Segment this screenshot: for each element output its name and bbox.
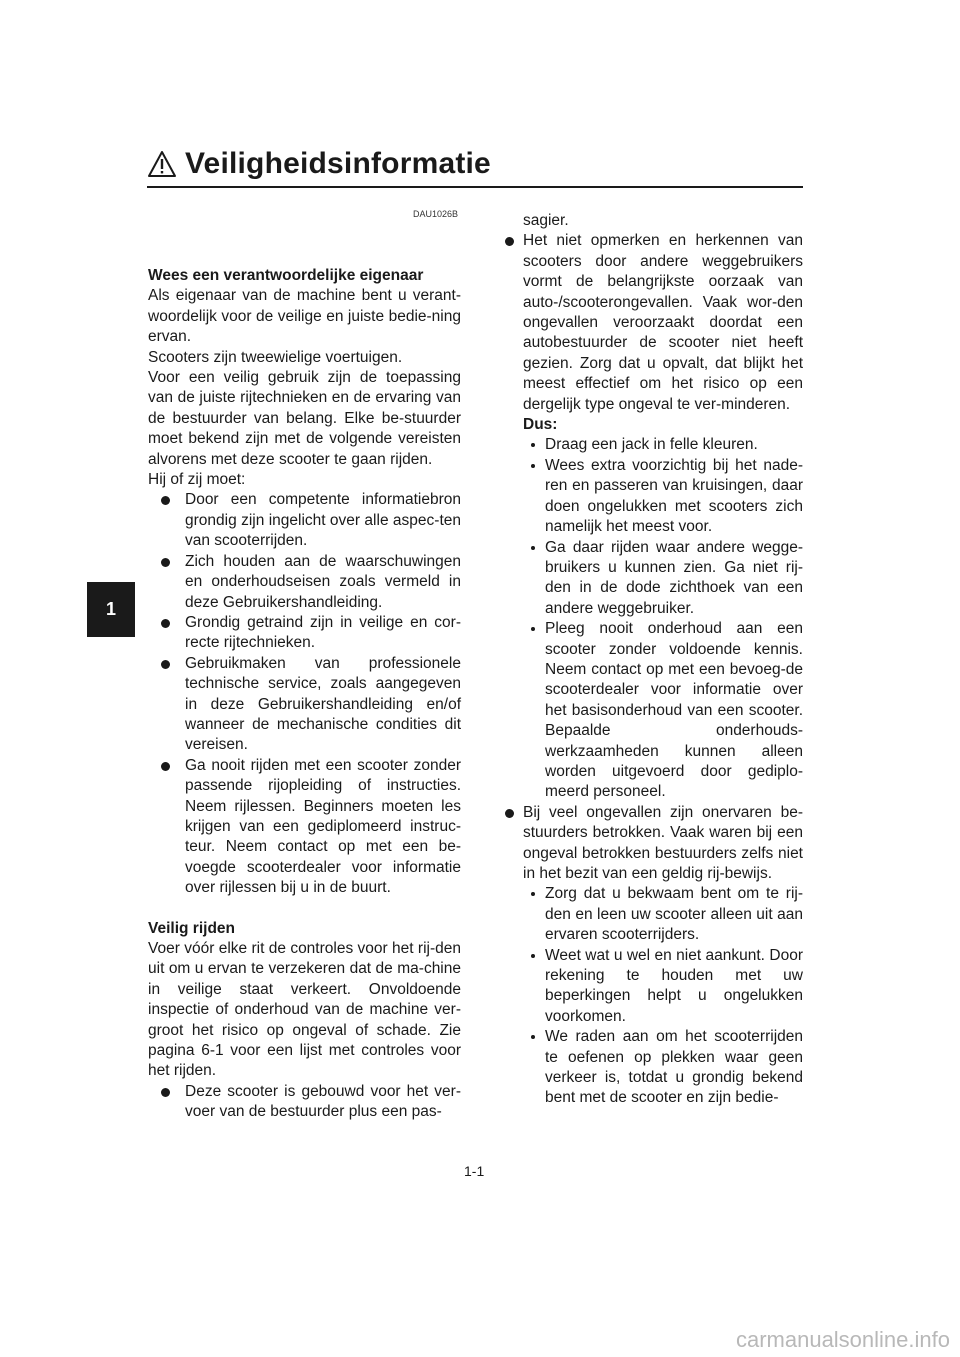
bullet-item: Bij veel ongevallen zijn onervaren be-stuurders betrokken. Vaak waren bij een ongeval betrokken bestuurders zelfs niet in het bezit van een geldig rij-bewijs. — [505, 803, 803, 885]
continued-text: sagier. — [523, 212, 569, 229]
right-column — [505, 211, 803, 1109]
dus-label: Dus: — [523, 416, 558, 434]
sub-bullet-item: Zorg dat u bekwaam bent om te rij-den en leen uw scooter alleen uit aan ervaren scooterrijders. — [505, 884, 803, 945]
paragraph: Hij of zij moet: — [148, 471, 246, 489]
bullet-item: Door een competente informatiebron grondig zijn ingelicht over alle aspec-ten van scooterrijden. — [148, 490, 461, 551]
spacer — [148, 899, 461, 919]
left-column — [148, 266, 461, 1123]
bullet-item: Gebruikmaken van professionele technische service, zoals aangegeven in deze Gebruikershandleiding en/of wanneer de mechanische condities dit vereisen. — [148, 654, 461, 756]
warning-triangle-icon — [147, 150, 177, 178]
paragraph: Voor een veilig gebruik zijn de toepassing van de juiste rijtechnieken en de ervaring van de bestuurder van belang. Elke be-stuurder moet bekend zijn met de volgende vereisten alvorens met deze scooter te gaan rijden. — [148, 369, 461, 468]
bullet-item: Grondig getraind zijn in veilige en cor-recte rijtechnieken. — [148, 613, 461, 654]
bullet-item: Zich houden aan de waarschuwingen en onderhoudseisen zoals vermeld in deze Gebruikershandleiding. — [148, 552, 461, 613]
paragraph: Voer vóór elke rit de controles voor het rij-den uit om u ervan te verzekeren dat de ma-chine in veilige staat verkeert. Onvoldoende inspectie of onderhoud van de machine ver-groot het risico op ongeval of schade. Zie pagina 6-1 voor een lijst met controles voor het rijden. — [148, 940, 461, 1080]
doc-code: DAU1026B — [413, 209, 459, 219]
sub-bullet-item: We raden aan om het scooterrijden te oefenen op plekken waar geen verkeer is, totdat u grondig bekend bent met de scooter en zijn bedie- — [505, 1027, 803, 1109]
page-header — [147, 147, 803, 181]
bullet-item: Ga nooit rijden met een scooter zonder passende rijopleiding of instructies. Neem rijlessen. Beginners moeten les krijgen van een gediplomeerd instruc-teur. Neem contact op met een be-voegde scooterdealer voor informatie over rijlessen bij u in de buurt. — [148, 756, 461, 899]
section-heading: Wees een verantwoordelijke eigenaar — [148, 267, 424, 284]
watermark: carmanualsonline.info — [735, 1327, 950, 1352]
paragraph: Scooters zijn tweewielige voertuigen. — [148, 348, 403, 366]
bullet-item: Het niet opmerken en herkennen van scooters door andere weggebruikers vormt de belangrijkste oorzaak van auto-/scooterongevallen. Vaak wor-den ongevallen veroorzaakt doordat een autobestuurder de scooter niet heeft gezien. Zorg dat u opvalt, dat blijkt het meest effectief om het risico op een dergelijk type ongeval te ver-minderen. — [505, 231, 803, 415]
sub-bullet-item: Pleeg nooit onderhoud aan een scooter zonder voldoende kennis. Neem contact op met een bevoeg-de scooterdealer voor informatie over het basisonderhoud van een scooter. Bepaalde onderhouds-werkzaamheden kunnen alleen worden uitgevoerd door gediplo-meerd personeel. — [505, 619, 803, 803]
section-heading: Veilig rijden — [148, 919, 235, 937]
bullet-item: Deze scooter is gebouwd voor het ver-voer van de bestuurder plus een pas- — [148, 1082, 461, 1123]
header-rule — [147, 186, 803, 188]
page-title: Veiligheidsinformatie — [185, 147, 491, 180]
page-number: 1-1 — [464, 1163, 485, 1179]
sub-bullet-item: Weet wat u wel en niet aankunt. Door rekening te houden met uw beperkingen helpt u ongelukken voorkomen. — [505, 946, 803, 1028]
sub-bullet-item: Draag een jack in felle kleuren. — [505, 435, 803, 455]
paragraph: Als eigenaar van de machine bent u verant-woordelijk voor de veilige en juiste bedie-ning ervan. — [148, 287, 461, 346]
chapter-tab: 1 — [87, 582, 135, 637]
sub-bullet-item: Wees extra voorzichtig bij het nade-ren en passeren van kruisingen, daar doen ongelukken met scooters zich namelijk het meest voor. — [505, 456, 803, 538]
sub-bullet-item: Ga daar rijden waar andere wegge-bruikers u kunnen zien. Ga niet rij-den in de dode zichthoek van een andere weggebruiker. — [505, 538, 803, 620]
